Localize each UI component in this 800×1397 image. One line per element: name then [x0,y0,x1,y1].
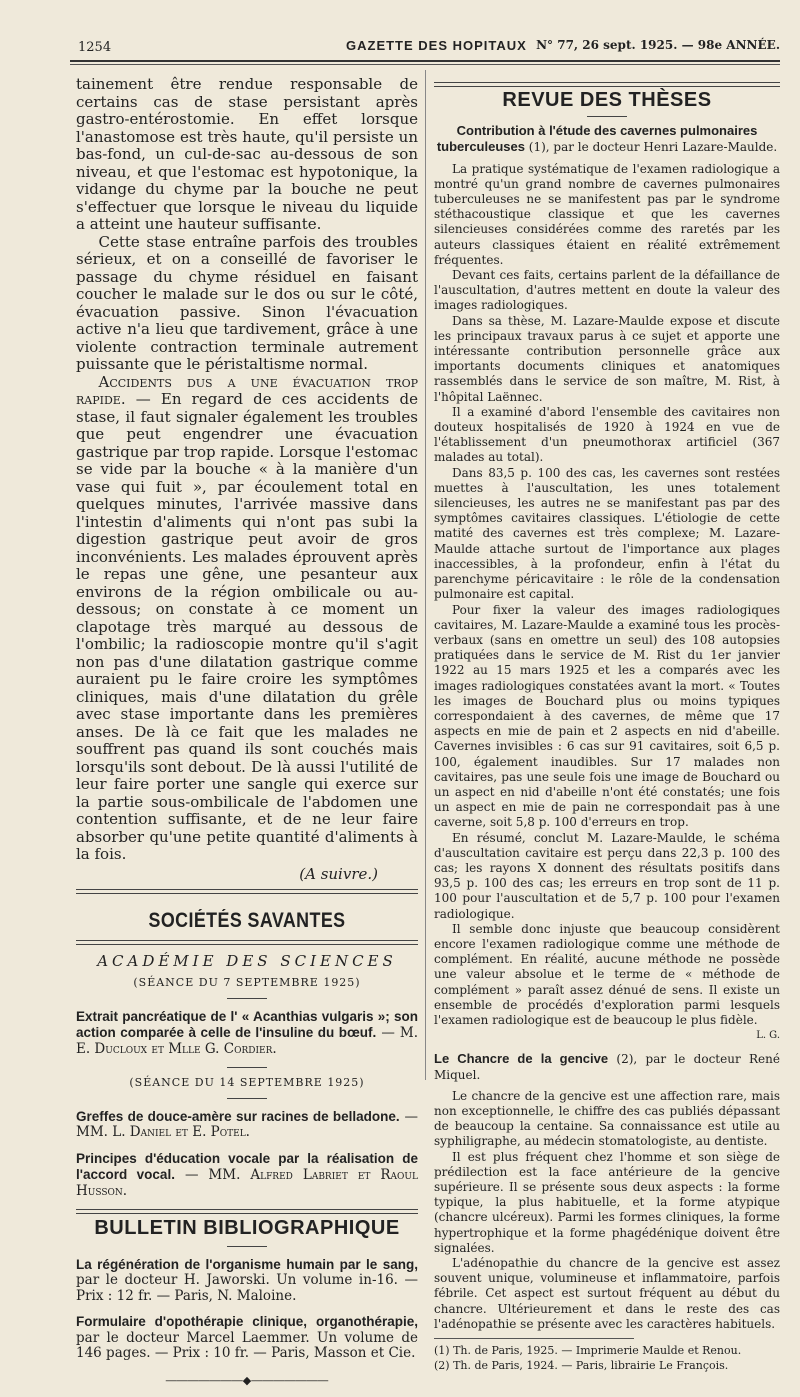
signature: L. G. [756,1030,780,1042]
book-title: La régénération de l'organisme humain par le sang, [76,1256,418,1272]
short-rule [227,1067,267,1068]
item-authors: — MM. L. Daniel et E. Potel. [76,1108,418,1140]
paragraph: Il est plus fréquent chez l'homme et son siège de prédilection est la face antérieure de la gencive supérieure. Il se présente sous deux aspects : la forme typique, la plus habituelle, et la forme atypique (chancre ulcéreux). Parmi les formes cliniques, la forme hypertrophique et la forme phagédénique doivent être signalées. [434,1149,780,1255]
paragraph: Dans 83,5 p. 100 des cas, les cavernes sont restées muettes à l'auscultation, les unes totalement silencieuses, les autres ne se manifestant pas par des symptômes cavitaires classiques. L'étiologie de cette matité des cavernes est très complexe; M. Lazare-Maulde attache surtout de l'importance aux plages inaccessibles, à la profondeur, enfin à l'état du parenchyme péricavitaire : le rôle de la condensation pulmonaire est capital. [434,465,780,602]
thesis-author: (1), par le docteur Henri Lazare-Maulde. [528,140,778,155]
short-rule [587,116,627,117]
paragraph: Il semble donc injuste que beaucoup considèrent encore l'examen radiologique comme une méthode de complément. En réalité, aucune méthode ne possède une valeur absolue et le terme de « méthode de complément » paraît assez dénué de sens. Il existe un ensemble de procédés d'exploration parmi lesquels l'examen radiologique est de beaucoup le plus fidèle. [434,921,780,1027]
society-item [76,1151,418,1200]
end-ornament: ―――――――◆――――――― [165,1373,329,1387]
society-item [76,1009,418,1058]
paragraph: tainement être rendue responsable de certains cas de stase persistant après gastro-entérostomie. En effet lorsque l'anastomose est très haute, qu'il persiste un bas-fond, un cul-de-sac au-dessous de son niveau, et que l'estomac est hypotonique, la vidange du chyme par la bouche ne peut s'effectuer que lorsque le niveau du liquide a atteint une hauteur suffisante. [76,76,418,233]
book-details: par le docteur Marcel Laemmer. Un volume de 146 pages. — Prix : 10 fr. — Paris, Masson et Cie. [76,1329,418,1361]
book-title: Formulaire d'opothérapie clinique, organothérapie, [76,1314,418,1329]
section-rule [434,82,780,87]
section-rule [76,1209,418,1214]
issue-info: N° 77, 26 sept. 1925. — 98e ANNÉE. [536,38,780,52]
paragraph: Dans sa thèse, M. Lazare-Maulde expose et discute les principaux travaux parus à ce sujet et apporte une intéressante contribution personnelle grâce aux importants documents cliniques et anatomiques rassemblés dans le service de son maître, M. Rist, à l'hôpital Laënnec. [434,313,780,404]
session-date: (SÉANCE DU 14 SEPTEMBRE 1925) [129,1076,365,1089]
column-divider [425,70,426,1080]
thesis-title: Le Chancre de la gencive [434,1051,609,1067]
society-item [76,1109,418,1141]
run-in-heading: Accidents dus a une évacuation trop rapide. [76,372,418,408]
thesis-heading [434,123,780,155]
book-details: par le docteur H. Jaworski. Un volume in-16. — Prix : 12 fr. — Paris, N. Maloine. [76,1272,418,1304]
section-title: SOCIÉTÉS SAVANTES [148,909,346,932]
item-title: Greffes de douce-amère sur racines de belladone. [76,1108,400,1124]
footnote: (2) Th. de Paris, 1924. — Paris, librairie Le François. [434,1359,729,1373]
item-authors: — MM. Alfred Labriet et Raoul Husson. [76,1167,418,1199]
paragraph-text: — En regard de ces accidents de stase, il faut signaler également les troubles que peut engendrer une évacuation gastrique par trop rapide. Lorsque l'estomac se vide par la bouche « à la manière d'un vase qui fuit », par écoulement total en quelques minutes, l'arrivée massive dans l'intestin d'aliments qui n'ont pas subi la digestion gastrique peut avoir de gros inconvénients. Les malades éprouvent après le repas une gêne, une pesanteur aux environs de la région ombilicale ou au-dessous; on constate à ce moment un clapotage très marqué au dessous de l'ombilic; la radioscopie montre qu'il s'agit non pas d'une dilatation gastrique comme auraient pu le faire croire les symptômes cliniques, mais d'une dilatation du grêle avec stase importante dans les premières anses. De là ce fait que les malades ne souffrent pas quand ils sont couchés mais lorsqu'ils sont debout. De là aussi l'utilité de leur faire porter une sangle qui exerce sur la partie sous-ombilicale de l'abdomen une contention suffisante, et de ne leur faire absorber qu'une petite quantité d'aliments à la fois. [76,390,418,863]
paragraph [76,374,418,864]
thesis-heading [434,1051,780,1082]
paragraph: Pour fixer la valeur des images radiologiques cavitaires, M. Lazare-Maulde a examiné tous les procès-verbaux (sans en omettre un seul) des 108 autopsies pratiquées dans le service de M. Rist du 1er janvier 1922 au 15 mars 1925 et les a comparés avec les images radiologiques constatées avant la mort. « Toutes les images de Bouchard plus ou moins typiques correspondaient à des cavernes, de même que 17 aspects en mie de pain et 2 aspects en nid d'abeille. Cavernes invisibles : 6 cas sur 91 cavitaires, soit 6,5 p. 100, également inaudibles. Sur 17 malades non cavitaires, pas une seule fois une image de Bouchard ou un aspect en nid d'abeille n'ont été constatés; une fois un aspect en mie de pain ne correspondait pas à une caverne, soit 5,8 p. 100 d'erreurs en trop. [434,602,780,830]
paragraph: Le chancre de la gencive est une affection rare, mais non exceptionnelle, le chiffre des cas publiés dépassant de beaucoup la centaine. Sa connaissance est utile au syphiligraphe, au médecin stomatologiste, au dentiste. [434,1088,780,1149]
subsection-title: ACADÉMIE DES SCIENCES [97,951,397,970]
item-title: Extrait pancréatique de l' « Acanthias vulgaris »; son action comparée à celle de l'insuline du bœuf. [76,1008,418,1040]
book-entry [76,1257,418,1305]
journal-title: GAZETTE DES HOPITAUX [346,38,527,53]
thesis-title: Contribution à l'étude des cavernes pulmonaires tuberculeuses [436,123,758,155]
footnotes [434,1338,742,1373]
footnote: (1) Th. de Paris, 1925. — Imprimerie Maulde et Renou. [434,1344,742,1358]
header-rule [70,60,780,62]
paragraph: La pratique systématique de l'examen radiologique a montré qu'un grand nombre de cavernes pulmonaires tuberculeuses ne se manifestent pas par le syndrome stéthacoustique classique et que les cavernes silencieuses considérées comme des raretés par les auteurs classiques étaient en réalité extrêmement fréquentes. [434,161,780,267]
book-entry [76,1314,418,1362]
section-rule [76,940,418,945]
paragraph: Devant ces faits, certains parlent de la défaillance de l'auscultation, d'autres mettent en doute la valeur des images radiologiques. [434,268,780,313]
page-header [78,36,780,60]
paragraph: L'adénopathie du chancre de la gencive est assez souvent unique, volumineuse et inflammatoire, parfois fébrile. Cet aspect est surtout fréquent au début du chancre. Ultérieurement et dans le reste des cas l'adénopathie se présente avec les caractères habituels. [434,1256,780,1331]
section-rule [76,889,418,894]
paragraph: En résumé, conclut M. Lazare-Maulde, le schéma d'auscultation cavitaire est perçu dans 22,3 p. 100 des cas; les rayons X donnent des résultats positifs dans 93,5 p. 100 des cas; les erreurs en trop sont de 11 p. 100 pour l'auscultation et de 5,7 p. 100 pour l'examen radiologique. [434,830,780,921]
paragraph: Cette stase entraîne parfois des troubles sérieux, et on a conseillé de favoriser le passage du chyme résiduel en faisant coucher le malade sur le dos ou sur le côté, évacuation passive. Sinon l'évacuation active n'a lieu que tardivement, grâce à une violente contraction terminale autrement puissante que le péristaltisme normal. [76,232,418,373]
left-column [76,76,418,1397]
right-column [434,76,780,1373]
item-title: Principes d'éducation vocale par la réalisation de l'accord vocal. [76,1150,418,1182]
short-rule [227,998,267,999]
to-be-continued: (A suivre.) [299,864,378,883]
header-rule-thin [70,64,780,65]
short-rule [227,1098,267,1099]
page-number: 1254 [78,40,112,55]
section-title: REVUE DES THÈSES [502,89,712,111]
session-date: (SÉANCE DU 7 SEPTEMBRE 1925) [133,976,361,989]
section-title: BULLETIN BIBLIOGRAPHIQUE [94,1217,400,1239]
item-authors: — M. E. Ducloux et Mlle G. Cordier. [76,1025,418,1057]
short-rule [227,1246,267,1247]
paragraph: Il a examiné d'abord l'ensemble des cavitaires non douteux hospitalisés de 1920 à 1924 en vue de l'établissement d'un pneumothorax artificiel (367 malades au total). [434,404,780,465]
thesis-author: (2), par le docteur René Miquel. [434,1052,780,1082]
